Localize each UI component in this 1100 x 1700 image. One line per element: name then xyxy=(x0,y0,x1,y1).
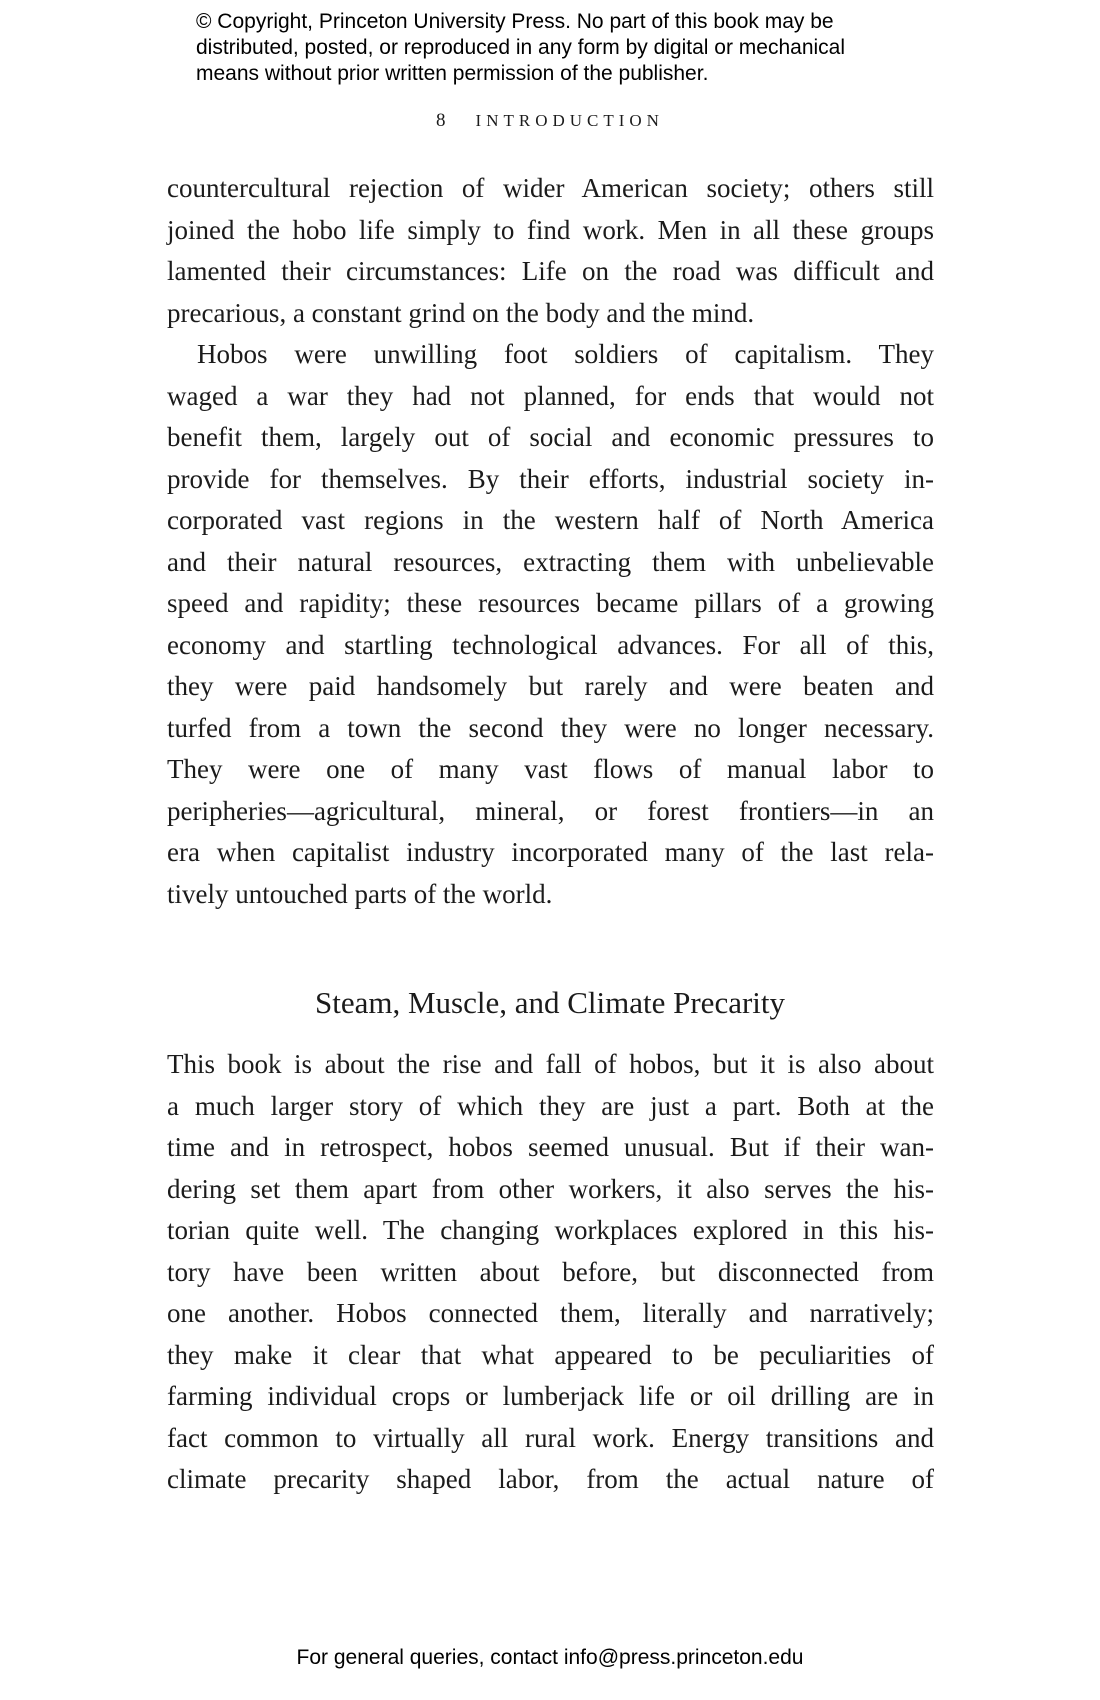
text-line: they make it clear that what appeared to be peculiarities of xyxy=(167,1339,934,1370)
text-line: lamented their circumstances: Life on the road was difficult and xyxy=(167,256,934,286)
text-line: one another. Hobos connected them, literally and narratively; xyxy=(167,1298,934,1328)
text-line: climate precarity shaped labor, from the actual nature of xyxy=(167,1464,934,1494)
text-line: Hobos were unwilling foot soldiers of capitalism. They xyxy=(197,339,934,369)
text-line: they were paid handsomely but rarely and were beaten and xyxy=(167,671,934,701)
text-line: farming individual crops or lumberjack life or oil drilling are in xyxy=(167,1381,934,1411)
copyright-line: means without prior written permission of the publisher. xyxy=(196,62,709,85)
text-line: dering set them apart from other workers, it also serves the his- xyxy=(167,1173,934,1204)
text-line: They were one of many vast flows of manual labor to xyxy=(167,754,934,784)
section-heading: Steam, Muscle, and Climate Precarity xyxy=(314,985,786,1020)
text-line: waged a war they had not planned, for ends that would not xyxy=(167,380,934,411)
copyright-line: © Copyright, Princeton University Press. No part of this book may be xyxy=(196,10,834,33)
text-line: speed and rapidity; these resources became pillars of a growing xyxy=(167,588,934,618)
text-line: This book is about the rise and fall of hobos, but it is also about xyxy=(167,1049,934,1079)
text-line: tively untouched parts of the world. xyxy=(167,878,553,909)
page-number: 8 xyxy=(436,110,446,131)
text-line: economy and startling technological advances. For all of this, xyxy=(167,629,934,660)
text-line: era when capitalist industry incorporated many of the last rela- xyxy=(167,837,934,867)
text-line: fact common to virtually all rural work. Energy transitions and xyxy=(167,1422,934,1453)
text-line: peripheries—agricultural, mineral, or forest frontiers—in an xyxy=(167,795,934,826)
text-line: tory have been written about before, but disconnected from xyxy=(167,1256,934,1287)
copyright-notice xyxy=(196,9,896,87)
text-line: and their natural resources, extracting them with unbelievable xyxy=(167,546,934,577)
text-line: countercultural rejection of wider American society; others still xyxy=(167,173,934,203)
text-line: precarious, a constant grind on the body and the mind. xyxy=(167,297,755,328)
text-line: provide for themselves. By their efforts, industrial society in- xyxy=(167,463,934,494)
text-line: torian quite well. The changing workplaces explored in this his- xyxy=(167,1215,934,1245)
text-line: turfed from a town the second they were no longer necessary. xyxy=(167,712,934,743)
running-head-title: INTRODUCTION xyxy=(475,111,664,130)
text-line: a much larger story of which they are just a part. Both at the xyxy=(167,1090,934,1121)
body-text-after-heading xyxy=(167,1044,934,1501)
copyright-line: distributed, posted, or reproduced in any form by digital or mechanical xyxy=(196,36,846,59)
text-line: benefit them, largely out of social and economic pressures to xyxy=(167,422,934,452)
text-line: time and in retrospect, hobos seemed unusual. But if their wan- xyxy=(167,1132,934,1162)
text-line: corporated vast regions in the western half of North America xyxy=(167,505,934,535)
running-head xyxy=(0,110,1100,132)
text-line: joined the hobo life simply to find work. Men in all these groups xyxy=(167,214,934,245)
footer-contact: For general queries, contact info@press.princeton.edu xyxy=(296,1646,804,1669)
body-text-before-heading xyxy=(167,168,934,915)
